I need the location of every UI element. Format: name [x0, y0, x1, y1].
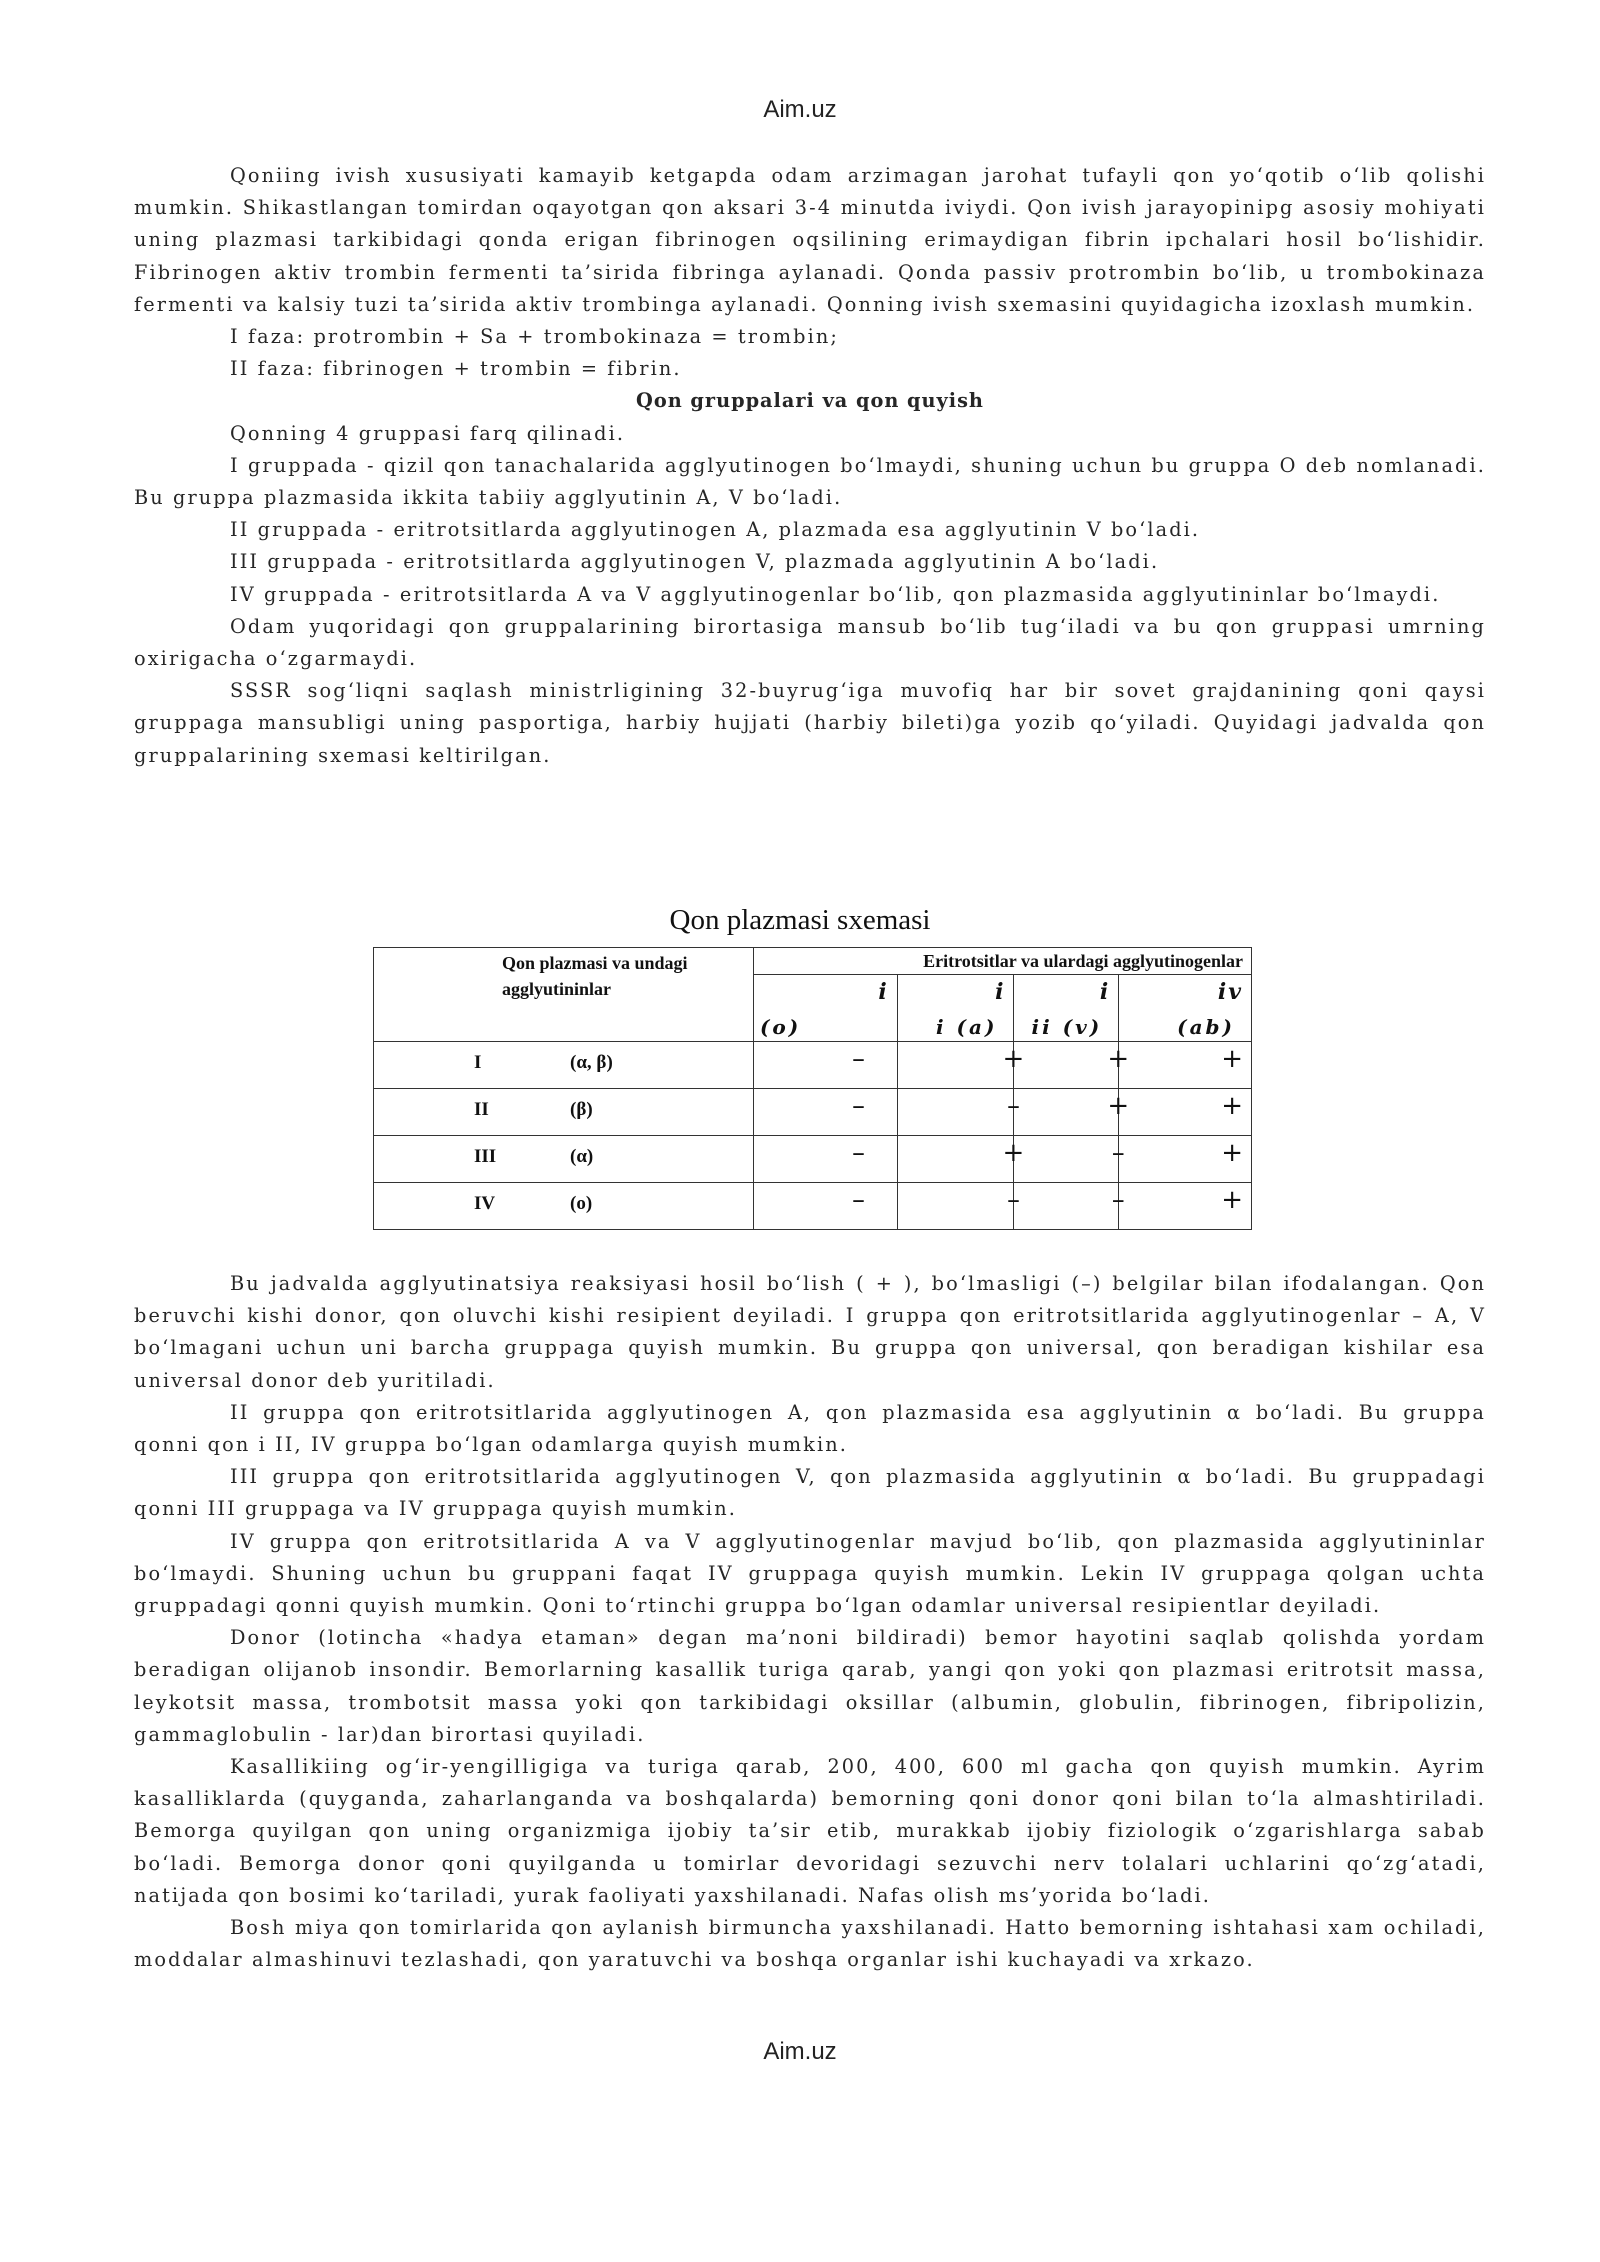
row-3-sign-4: + — [1221, 1138, 1243, 1168]
paragraph-inheritance: Odam yuqoridagi qon gruppalarining birortasiga mansub bo‘lib tug‘iladi va bu qon gruppasi umrning oxirigacha o‘zgarmaydi. — [134, 614, 1486, 671]
erythrocyte-header: Eritrotsitlar va ulardagi agglyutinogenlar — [923, 951, 1243, 971]
row-3-sign-1: – — [851, 1138, 865, 1168]
text-section-bottom — [134, 1268, 1486, 1976]
paragraph-passport: SSSR sog‘liqni saqlash ministrligining 32-buyrug‘iga muvofiq har bir sovet grajdanining qoni qaysi gruppaga mansubligi uning pasportiga, harbiy hujjati (harbiy bileti)ga yozib qo‘yiladi. Quyidagi jadvalda qon gruppalarining sxemasi keltirilgan. — [134, 679, 1486, 767]
row-1-agglutinin: (α, β) — [570, 1052, 613, 1073]
paragraph-group-4-transfusion: IV gruppa qon eritrotsitlarida A va V agglyutinogenlar mavjud bo‘lib, qon plazmasida agglyutininlar bo‘lmaydi. Shuning uchun bu gruppani faqat IV gruppaga quyish mumkin. Lekin IV gruppaga qolgan uchta gruppadagi qonni quyish mumkin. Qoni to‘rtinchi gruppa bo‘lgan odamlar universal resipientlar deyiladi. — [134, 1529, 1486, 1618]
group-col-1 — [753, 975, 897, 1042]
page-header: Aim.uz — [763, 96, 837, 123]
row-2-sign-1: – — [851, 1091, 865, 1121]
clotting-phase-1: I faza: protrombin + Sa + trombokinaza = trombin; — [230, 325, 839, 349]
row-4-group: IV — [474, 1193, 496, 1214]
group-col-1-top: i — [878, 979, 889, 1005]
group-col-2 — [897, 975, 1014, 1042]
row-2-sign-2: – — [1006, 1091, 1020, 1121]
paragraph-group-3-transfusion: III gruppa qon eritrotsitlarida agglyutinogen V, qon plazmasida agglyutinin α bo‘ladi. Bu gruppadagi qonni III gruppaga va IV gruppaga quyish mumkin. — [134, 1465, 1486, 1521]
group-col-2-top: i — [995, 979, 1006, 1005]
paragraph-group-3: III gruppada - eritrotsitlarda agglyutinogen V, plazmada agglyutinin A bo‘ladi. — [230, 550, 1160, 574]
paragraph-group-1: I gruppada - qizil qon tanachalarida agglyutinogen bo‘lmaydi, shuning uchun bu gruppa O deb nomlanadi. Bu gruppa plazmasida ikkita tabiiy agglyutinin A, V bo‘ladi. — [134, 453, 1486, 510]
group-col-1-label: (o) — [759, 1015, 802, 1039]
paragraph-clotting: Qoniing ivish xususiyati kamayib ketgapda odam arzimagan jarohat tufayli qon yo‘qotib o‘lib qolishi mumkin. Shikastlangan tomirdan oqayotgan qon aksari 3-4 minutda iviydi. Qon ivish jarayopinipg asosiy mohiyati uning plazmasi tarkibidagi qonda erigan fibrinogen oqsilining erimaydigan fibrin ipchalari hosil bo‘lishidir. Fibrinogen aktiv trombin fermenti ta’sirida fibringa aylanadi. Qonda passiv protrombin bo‘lib, u trombokinaza fermenti va kalsiy tuzi ta’sirida aktiv trombinga aylanadi. Qonning ivish sxemasini quyidagicha izoxlash mumkin. — [134, 164, 1486, 316]
row-1-sign-4: + — [1221, 1044, 1243, 1074]
group-col-4 — [1119, 975, 1252, 1042]
group-col-4-top: iv — [1217, 979, 1243, 1005]
row-2-sign-4: + — [1221, 1091, 1243, 1121]
row-4-agglutinin: (o) — [570, 1193, 593, 1214]
table-row-4 — [374, 1183, 1252, 1230]
group-col-3-label: ii (v) — [1031, 1015, 1103, 1039]
group-col-3 — [1014, 975, 1119, 1042]
row-2-agglutinin: (β) — [570, 1099, 593, 1120]
table-row-2 — [374, 1089, 1252, 1136]
paragraph-table-legend: Bu jadvalda agglyutinatsiya reaksiyasi hosil bo‘lish ( + ), bo‘lmasligi (–) belgilar bilan ifodalangan. Qon beruvchi kishi donor, qon oluvchi kishi resipient deyiladi. I gruppa qon eritrotsitlarida agglyutinogenlar – A, V bo‘lmagani uchun uni barcha gruppaga quyish mumkin. Bu gruppa qon universal, qon beradigan kishilar esa universal donor deb yuritiladi. — [134, 1272, 1486, 1392]
section-heading: Qon gruppalari va qon quyish — [636, 389, 984, 413]
row-1-group: I — [474, 1052, 482, 1073]
row-4-sign-2: – — [1006, 1185, 1020, 1215]
paragraph-groups-intro: Qonning 4 gruppasi farq qilinadi. — [230, 421, 626, 445]
erythrocyte-header-cell — [753, 948, 1251, 975]
row-3-sign-2: + — [1002, 1138, 1025, 1168]
plasma-header: Qon plazmasi va undagi agglyutininlar — [502, 953, 688, 999]
table-row-3 — [374, 1136, 1252, 1183]
row-4-sign-4: + — [1221, 1185, 1243, 1215]
row-3-sign-3: – — [1111, 1138, 1125, 1168]
row-1-sign-2: + — [1002, 1044, 1025, 1074]
group-col-3-top: i — [1099, 979, 1111, 1005]
group-col-2-label: i (a) — [936, 1015, 998, 1039]
paragraph-group-2: II gruppada - eritrotsitlarda agglyutinogen A, plazmada esa agglyutinin V bo‘ladi. — [230, 518, 1201, 542]
table-row-1 — [374, 1042, 1252, 1089]
row-3-agglutinin: (α) — [570, 1146, 594, 1167]
paragraph-group-2-transfusion: II gruppa qon eritrotsitlarida agglyutinogen A, qon plazmasida esa agglyutinin α bo‘ladi. Bu gruppa qonni qon i II, IV gruppa bo‘lgan odamlarga quyish mumkin. — [134, 1400, 1486, 1457]
paragraph-effects: Bosh miya qon tomirlarida qon aylanish birmuncha yaxshilanadi. Hatto bemorning ishtahasi xam ochiladi, moddalar almashinuvi tezlashadi, qon yaratuvchi va boshqa organlar ishi kuchayadi va xrkazo. — [134, 1916, 1486, 1972]
text-section-top — [134, 160, 1486, 772]
row-3-group: III — [474, 1146, 497, 1167]
group-col-4-label: (ab) — [1177, 1015, 1235, 1039]
paragraph-donor: Donor (lotincha «hadya etaman» degan ma’noni bildiradi) bemor hayotini saqlab qolishda yordam beradigan olijanob insondir. Bemorlarning kasallik turiga qarab, yangi qon yoki qon plazmasi eritrotsit massa, leykotsit massa, trombotsit massa yoki qon tarkibidagi oksillar (albumin, globulin, fibrinogen, fibripolizin, gammaglobulin - lar)dan birortasi quyiladi. — [134, 1626, 1486, 1746]
row-1-sign-1: – — [851, 1044, 865, 1074]
paragraph-volume: Kasallikiing og‘ir-yengilligiga va turiga qarab, 200, 400, 600 ml gacha qon quyish mumkin. Ayrim kasalliklarda (quyganda, zaharlanganda va boshqalarda) bemorning qoni donor qoni bilan to‘la almashtiriladi. Bemorga quyilgan qon uning organizmiga ijobiy ta’sir etib, murakkab ijobiy fiziologik o‘zgarishlarga sabab bo‘ladi. Bemorga donor qoni quyilganda u tomirlar devoridagi sezuvchi nerv tolalari uchlarini qo‘zg‘atadi, natijada qon bosimi ko‘tariladi, yurak faoliyati yaxshilanadi. Nafas olish ms’yorida bo‘ladi. — [134, 1755, 1486, 1907]
row-4-sign-1: – — [851, 1185, 865, 1215]
table-title: Qon plazmasi sxemasi — [669, 904, 931, 936]
row-2-sign-3: + — [1107, 1091, 1130, 1121]
paragraph-group-4: IV gruppada - eritrotsitlarda A va V agglyutinogenlar bo‘lib, qon plazmasida agglyutininlar bo‘lmaydi. — [230, 582, 1441, 606]
row-4-sign-3: – — [1111, 1185, 1125, 1215]
row-1-sign-3: + — [1107, 1044, 1130, 1074]
row-2-group: II — [474, 1099, 489, 1120]
blood-plasma-table — [373, 947, 1252, 1230]
clotting-phase-2: II faza: fibrinogen + trombin = fibrin. — [230, 357, 682, 381]
page-footer: Aim.uz — [763, 2038, 837, 2065]
plasma-header-cell — [374, 948, 754, 1042]
